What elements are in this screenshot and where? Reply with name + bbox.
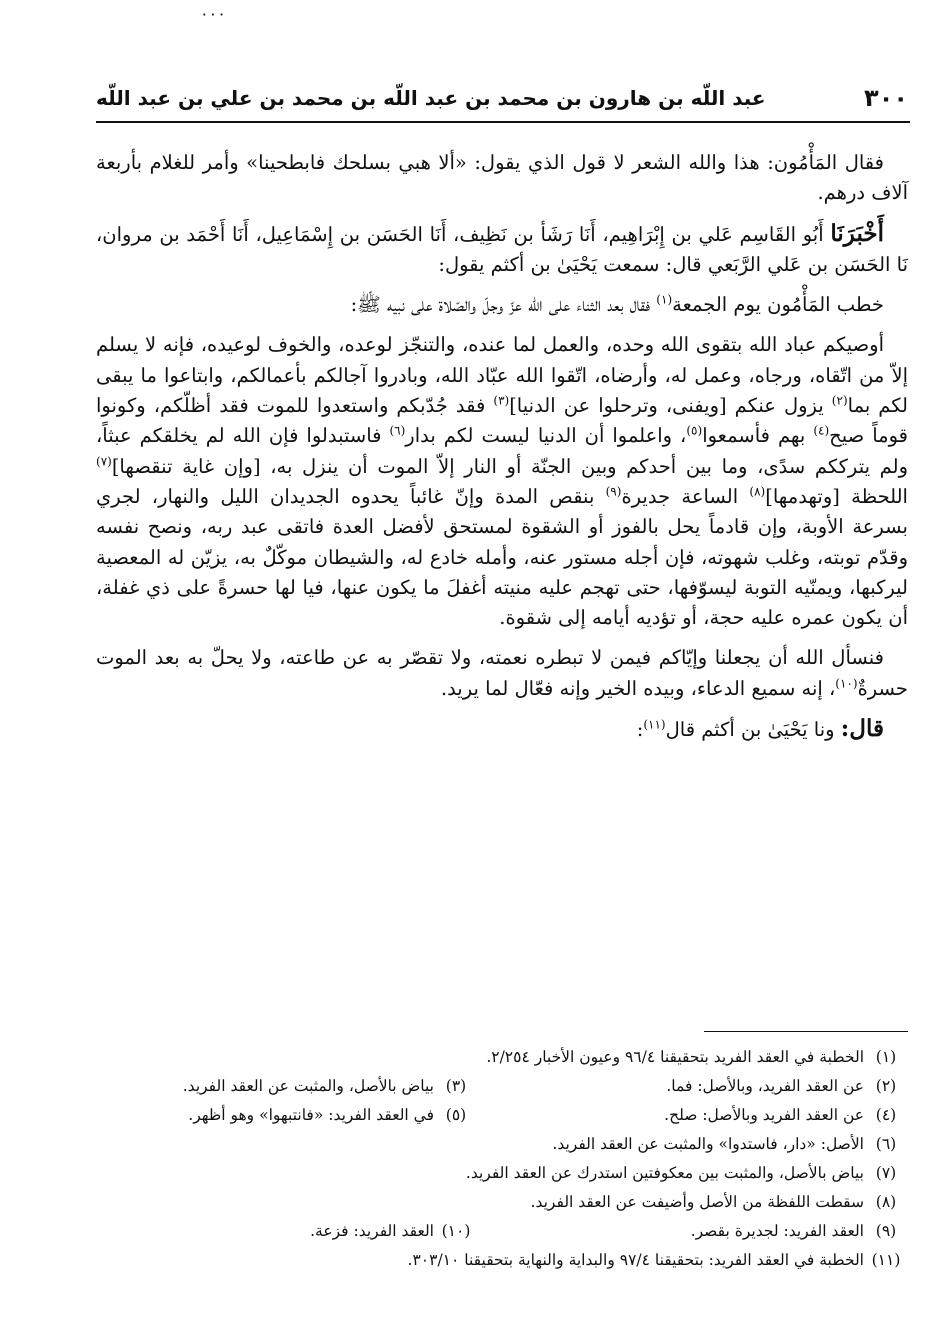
- footnote-number: (١٠): [441, 1222, 471, 1240]
- sermon-intro: خطب المَأْمُون يوم الجمعة: [672, 293, 884, 317]
- footnote-ref-3: (٣): [493, 393, 510, 408]
- narration-colon: :: [636, 718, 644, 742]
- footnote-line: [96, 1217, 908, 1246]
- footnote-number: (١١): [871, 1251, 901, 1269]
- isnad-text: أَبُو القَاسِم عَلي بن إِبْرَاهِيم، أَنَا رَشَأ بن نَظِيف، أَنَا الحَسَن بن إِسْمَاعِيل، أَنَا أَحْمَد بن مروان، نَا الحَسَن بن عَلي الرَّبَعي قال: سمعت يَحْيَىٰ بن أكثم يقول:: [96, 222, 908, 276]
- scan-mark: ٠٠٠: [200, 4, 226, 23]
- sermon-text: ، واعلموا أن الدنيا ليست لكم بدار: [405, 424, 687, 448]
- closing-text: ، إنه سميع الدعاء، وبيده الخير وإنه فعّال لما يريد.: [440, 676, 836, 700]
- footnote-ref-1: (١): [656, 292, 673, 307]
- footnote-text: عن العقد الفريد، وبالأصل: فما.: [666, 1077, 864, 1095]
- footnote-number: (٤): [875, 1106, 897, 1124]
- footnotes: [96, 1043, 908, 1275]
- narration-keyword: قال:: [840, 715, 884, 743]
- footnote-ref-8: (٨): [749, 484, 766, 499]
- footnote: [188, 1101, 478, 1130]
- footnote: [478, 1072, 908, 1101]
- paragraph-5: [96, 643, 908, 704]
- closing-text: فنسأل الله أن يجعلنا وإيّاكم فيمن لا تبطره نعمته، ولا تقصّر به عن طاعته، ولا يحلّ به بعد الموت حسرةٌ: [96, 646, 908, 700]
- footnote-text: الخطبة في العقد الفريد بتحقيقنا ٩٦/٤ وعيون الأخبار ٢/٢٥٤.: [486, 1048, 864, 1066]
- footnote-ref-9: (٩): [605, 484, 622, 499]
- page-header: [96, 82, 908, 118]
- footnote-line: [96, 1159, 908, 1188]
- footnote-ref-6: (٦): [389, 423, 406, 438]
- footnote-number: (٣): [445, 1077, 467, 1095]
- footnote-line: [96, 1043, 908, 1072]
- sermon-intro-cont: فقال بعد الثناء على الله عزّ وجلّ والصّلاة على نبيه ﷺ:: [350, 293, 657, 317]
- sermon-text: فاستبدلوا فإن الله لم يخلقكم عبثاً، ولم يترككم سدًى، وما بين أحدكم وبين الجنّة أو النار إلاّ الموت أن ينزل به، [وإن غاية تنقصها]: [96, 424, 908, 478]
- footnote: [478, 1217, 908, 1246]
- footnote-line: [96, 1072, 908, 1101]
- footnote: [408, 1246, 908, 1275]
- footnote-line: [96, 1246, 908, 1275]
- footnote-text: عن العقد الفريد وبالأصل: صلح.: [664, 1106, 864, 1124]
- sermon-text: أوصيكم عباد الله بتقوى الله وحده، والعمل لما عنده، والتنجّز لوعده، والخوف لوعيده، فإنه لا يسلم إلاّ من اتّقاه، ورجاه، وعمل له، وأرضاه، اتّقوا الله عبّاد الله، وبادروا آجالكم بأعمالكم، وابتاعوا ما يبقى لكم بما: [96, 333, 908, 418]
- header-rule: [96, 121, 910, 123]
- sermon-text: فقد جُدّبكم واستعدوا للموت فقد أظلّكم، وكونوا قوماً صيح: [96, 394, 908, 448]
- footnote-text: بياض بالأصل، والمثبت بين معكوفتين استدرك عن العقد الفريد.: [465, 1164, 864, 1182]
- main-text: [96, 148, 908, 745]
- footnote-ref-5: (٥): [686, 423, 703, 438]
- footnote-number: (٩): [875, 1222, 897, 1240]
- sermon-text: الساعة جديرة: [621, 484, 750, 508]
- footnote-line: [96, 1188, 908, 1217]
- footnote-text: الأصل: «دار، فاستدوا» والمثبت عن العقد الفريد.: [552, 1135, 864, 1153]
- narration-keyword: أَخْبَرَنَا: [830, 219, 884, 247]
- footnote-line: [96, 1130, 908, 1159]
- footnote-number: (٢): [875, 1077, 897, 1095]
- footnote-text: بياض بالأصل، والمثبت عن العقد الفريد.: [182, 1077, 434, 1095]
- paragraph-1: فقال المَأْمُون: هذا والله الشعر لا قول الذي يقول: «ألا هبي بسلحك فابطحينا» وأمر للغلام بأربعة آلاف درهم.: [96, 151, 908, 205]
- footnote-separator: [704, 1031, 908, 1032]
- sermon-text: بنقص المدة وإنّ غائباً يحدوه الجديدان الليل والنهار، لجري بسرعة الأوبة، وإن قادماً يحل بالفوز أو الشقوة لمستحق لأفضل العدة فاتقى عبد ربه، ونصح نفسه وقدّم توبته، وغلب شهوته، فإن أجله مستور عنه، وأمله خادع له، والشيطان موكّلٌ به، يزيّن له المعصية ليركبها، ويمنّيه التوبة ليسوّفها، حتى تهجم عليه منيته أغفلَ ما يكون عنها، فيا لها حسرةً على ذي غفلة، أن يكون عمره عليه حجة، أو تؤديه أيامه إلى شقوة.: [96, 484, 908, 630]
- footnote-text: العقد الفريد: فزعة.: [310, 1222, 434, 1240]
- paragraph-3: [96, 290, 908, 320]
- footnote-text: في العقد الفريد: «فانتبهوا» وهو أظهر.: [188, 1106, 434, 1124]
- footnote-text: العقد الفريد: لجديرة بقصر.: [690, 1222, 864, 1240]
- footnote: [466, 1159, 908, 1188]
- footnote-ref-11: (١١): [643, 717, 666, 732]
- footnote: [478, 1101, 908, 1130]
- footnote-ref-4: (٤): [813, 423, 830, 438]
- footnote-number: (١): [875, 1048, 897, 1066]
- paragraph-6: [96, 714, 908, 745]
- footnote-line: [96, 1101, 908, 1130]
- footnote: [310, 1217, 478, 1246]
- footnote-ref-7: (٧): [96, 454, 112, 469]
- footnote: [486, 1043, 908, 1072]
- footnote-number: (٦): [875, 1135, 897, 1153]
- paragraph-2: [96, 219, 908, 281]
- paragraph-4: [96, 330, 908, 633]
- footnote-number: (٧): [875, 1164, 897, 1182]
- narration-text: ونا يَحْيَىٰ بن أكثم قال: [665, 718, 841, 742]
- footnote-ref-10: (١٠): [835, 676, 858, 691]
- sermon-text: يزول عنكم [ويفنى، وترحلوا عن الدنيا]: [509, 394, 832, 418]
- footnote-ref-2: (٢): [831, 393, 848, 408]
- footnote-text: الخطبة في العقد الفريد: بتحقيقنا ٩٧/٤ والبداية والنهاية بتحقيقنا ٣٠٣/١٠.: [407, 1251, 864, 1269]
- sermon-text: بهم فأسمعوا: [702, 424, 814, 448]
- footnote-number: (٨): [875, 1193, 897, 1211]
- footnote: [531, 1188, 908, 1217]
- footnote: [552, 1130, 908, 1159]
- footnote-number: (٥): [445, 1106, 467, 1124]
- running-title: عبد اللّه بن هارون بن محمد بن عبد اللّه بن محمد بن علي بن عبد اللّه: [96, 86, 766, 110]
- page-number: ٣٠٠: [864, 84, 908, 112]
- sermon-text: اللحظة [وتهدمها]: [765, 484, 908, 508]
- footnote-text: سقطت اللفظة من الأصل وأضيفت عن العقد الفريد.: [530, 1193, 864, 1211]
- footnote: [183, 1072, 478, 1101]
